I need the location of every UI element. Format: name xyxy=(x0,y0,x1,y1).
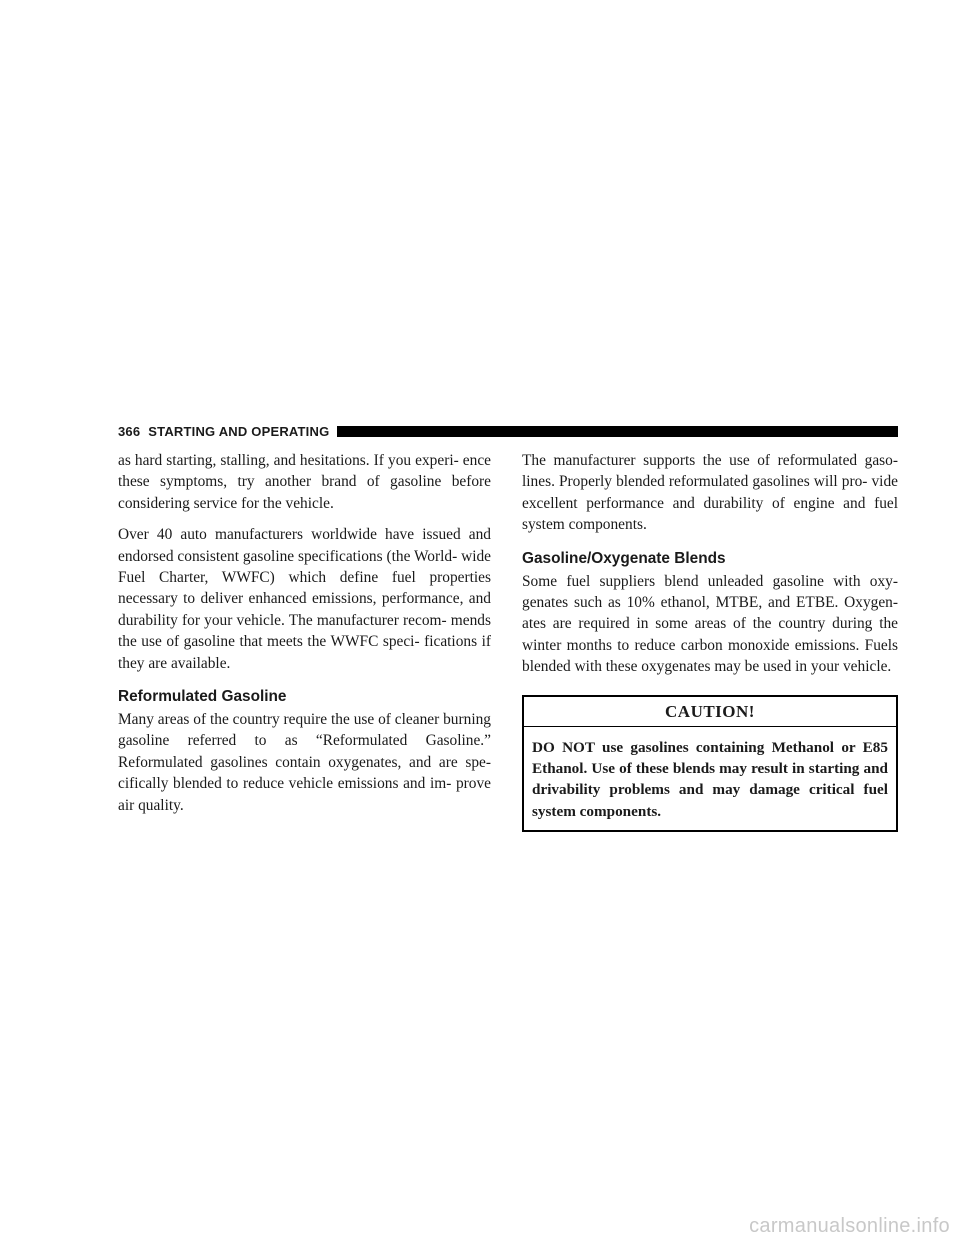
page-header xyxy=(118,420,898,442)
right-column xyxy=(522,450,898,832)
paragraph-hard-starting: as hard starting, stalling, and hesitations. If you experi- ence these symptoms, try another brand of gasoline before considering service for the vehicle. xyxy=(118,452,491,512)
paragraph-wwfc: Over 40 auto manufacturers worldwide have issued and endorsed consistent gasoline specifications (the World- wide Fuel Charter, WWFC) which define fuel properties necessary to deliver enhanced emissions, performance, and durability for your vehicle. The manufacturer recom- mends the use of gasoline that meets the WWFC speci- fications if they are available. xyxy=(118,526,491,672)
paragraph-manufacturer-supports: The manufacturer supports the use of reformulated gaso- lines. Properly blended reformulated gasolines will pro- vide excellent performance and durability of engine and fuel system components. xyxy=(522,452,898,534)
page-number: 366 xyxy=(118,423,141,439)
caution-title: CAUTION! xyxy=(524,697,896,727)
caution-body: DO NOT use gasolines containing Methanol or E85 Ethanol. Use of these blends may result in starting and drivability problems and may damage critical fuel system components. xyxy=(532,738,888,820)
header-rule xyxy=(337,426,898,437)
heading-oxygenate-blends: Gasoline/Oxygenate Blends xyxy=(522,549,726,567)
watermark-text: carmanualsonline.info xyxy=(749,1215,950,1237)
heading-reformulated-gasoline: Reformulated Gasoline xyxy=(118,688,287,706)
caution-box xyxy=(522,695,898,833)
paragraph-reformulated: Many areas of the country require the use of cleaner burning gasoline referred to as “Reformulated Gasoline.” Reformulated gasolines contain oxygenates, and are spe- cifically blended to reduce vehicle emissions and im- prove air quality. xyxy=(118,711,491,814)
left-column xyxy=(118,450,491,826)
section-title: STARTING AND OPERATING xyxy=(148,423,330,439)
paragraph-oxygenates: Some fuel suppliers blend unleaded gasoline with oxy- genates such as 10% ethanol, MTBE, and ETBE. Oxygen- ates are required in some areas of the country during the winter months to reduce carbon monoxide emissions. Fuels blended with these oxygenates may be used in your vehicle. xyxy=(522,572,898,676)
